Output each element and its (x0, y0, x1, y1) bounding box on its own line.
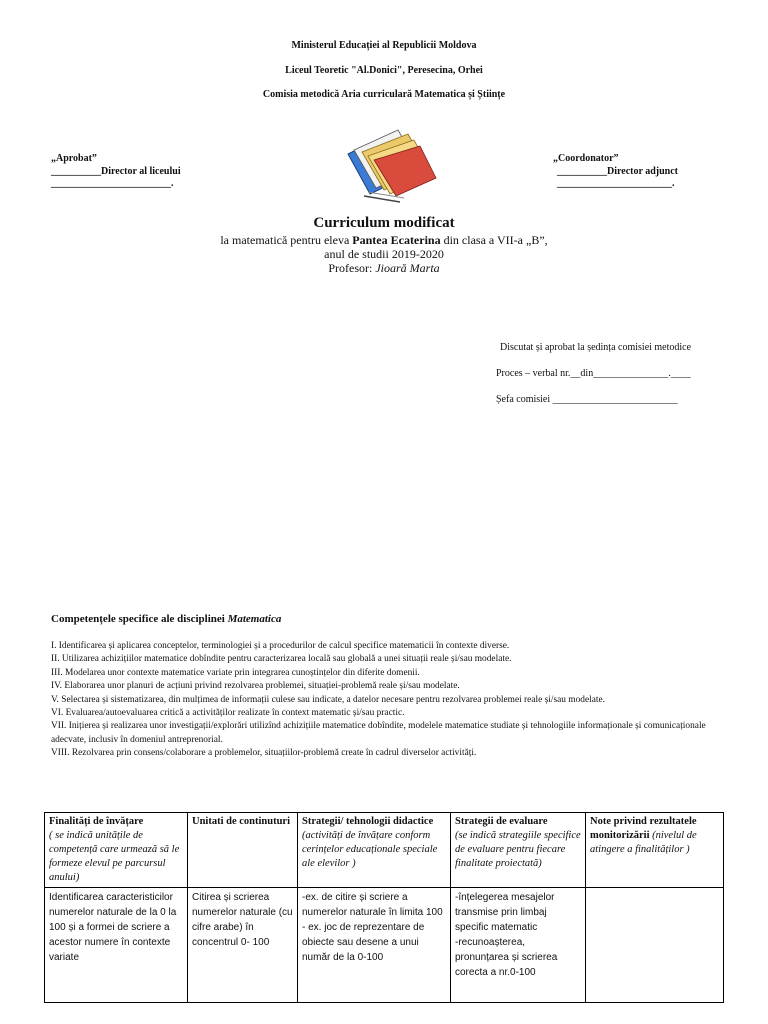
table-cell: Citirea și scrierea numerelor naturale (cu cifre arabe) în concentrul 0- 100 (188, 888, 298, 1003)
competence-item: VI. Evaluarea/autoevaluarea critică a activităților realizate în context matematic și/sau practic. (51, 708, 405, 719)
approval-right-line2: _______________________. (557, 178, 675, 189)
approval-left-line2: ________________________. (51, 178, 174, 189)
teacher-label: Profesor: (328, 261, 376, 275)
header-title: Note privind rezultatele monitorizării (590, 816, 697, 841)
approval-right-line1: __________Director adjunct (557, 166, 679, 177)
student-name: Pantea Ecaterina (352, 233, 441, 247)
competences-heading-text: Competențele specifice ale disciplinei (51, 613, 228, 625)
ministry-line: Ministerul Educației al Republicii Moldova (291, 40, 477, 51)
competence-item: III. Modelarea unor contexte matematice variate prin integrarea cunoștințelor din diferite domenii. (51, 667, 420, 678)
doc-subtitle-line1 (0, 234, 768, 247)
competence-item: VIII. Rezolvarea prin consens/colaborare a problemelor, situațiilor-problemă create în cadrul diverselor activități. (51, 748, 477, 759)
doc-teacher-line (0, 262, 768, 275)
competence-item: I. Identificarea și aplicarea conceptelor, terminologiei și a procedurilor de calcul specifice matematicii în contexte diverse. (51, 641, 510, 651)
header-title: Strategii/ tehnologii didactice (302, 816, 434, 827)
teacher-name: Jioară Marta (375, 261, 440, 275)
header-note: ( se indică unitățile de competență care urmează să le formeze elevul pe parcursul anului) (49, 830, 180, 883)
table-cell: -înțelegerea mesajelor transmise prin limbaj specific matematic -recunoașterea, pronunțarea și scrierea corecta a nr.0-100 (451, 888, 586, 1003)
curriculum-table (44, 812, 724, 1003)
subtitle-prefix: la matematică pentru eleva (220, 233, 353, 247)
competence-item: VII. Inițierea și realizarea unor investigații/explorări utilizînd achizițiile matematice dobîndite, modelele matematice studiate și tehnologiile informaționale și comunicaționale adecvate, inclusiv în domeniul antreprenorial. (51, 721, 706, 745)
commission-note-line1: Discutat și aprobat la ședința comisiei metodice (500, 342, 692, 353)
table-cell: Identificarea caracteristicilor numerelor naturale de la 0 la 100 și a formei de scriere a acestor numere în contexte variate (45, 888, 188, 1003)
doc-title: Curriculum modificat (313, 215, 455, 231)
commission-note-line2: Proces – verbal nr.__din_______________.____ (496, 368, 691, 379)
header-strategii-evaluare (451, 813, 586, 888)
approval-left-line1: __________Director al liceului (51, 166, 181, 177)
competences-subject: Matematica (227, 613, 282, 625)
approval-right-label: „Coordonator” (553, 153, 619, 164)
header-note: (activități de învățare conform cerințelor educaționale speciale ale elevilor ) (302, 830, 438, 869)
school-line: Liceul Teoretic "Al.Donici", Peresecina, Orhei (285, 65, 483, 76)
table-cell: -ex. de citire și scriere a numerelor naturale în limita 100 - ex. joc de reprezentare de obiecte sau desene a unui număr de la 0-100 (298, 888, 451, 1003)
header-strategii-didactice (298, 813, 451, 888)
header-finalitati (45, 813, 188, 888)
table-row (45, 888, 724, 1003)
header-title: Unitati de continuturi (192, 816, 291, 827)
header-unitati (188, 813, 298, 888)
competences-list (51, 640, 731, 761)
competence-item: IV. Elaborarea unor planuri de acțiuni privind rezolvarea problemei, situației-problemă reale și/sau modelate. (51, 681, 460, 692)
competence-item: II. Utilizarea achizițiilor matematice dobîndite pentru caracterizarea locală sau globală a unei situații reale și/sau modelate. (51, 654, 512, 665)
competences-heading (51, 613, 281, 625)
table-cell (586, 888, 724, 1003)
approval-left-label: „Aprobat” (51, 153, 97, 164)
header-title: Finalități de învățare (49, 816, 144, 827)
commission-line: Comisia metodică Aria curriculară Matematica și Științe (262, 89, 506, 100)
doc-subtitle-line2: anul de studii 2019-2020 (324, 247, 444, 261)
folders-clipart (334, 124, 442, 204)
header-note: (nivelul de atingere a finalităților ) (590, 830, 697, 855)
competence-item: V. Selectarea și sistematizarea, din mulțimea de informații culese sau indicate, a datelor necesare pentru rezolvarea problemei reale și/sau modelate. (51, 694, 606, 705)
header-note: (se indică strategiile specifice de evaluare pentru fiecare finalitate proiectată) (455, 830, 581, 869)
header-note-monitorizare (586, 813, 724, 888)
commission-note-line3: Șefa comisiei _________________________ (496, 394, 678, 405)
subtitle-suffix: din clasa a VII-a „B”, (440, 233, 548, 247)
table-header-row (45, 813, 724, 888)
header-title: Strategii de evaluare (455, 816, 548, 827)
